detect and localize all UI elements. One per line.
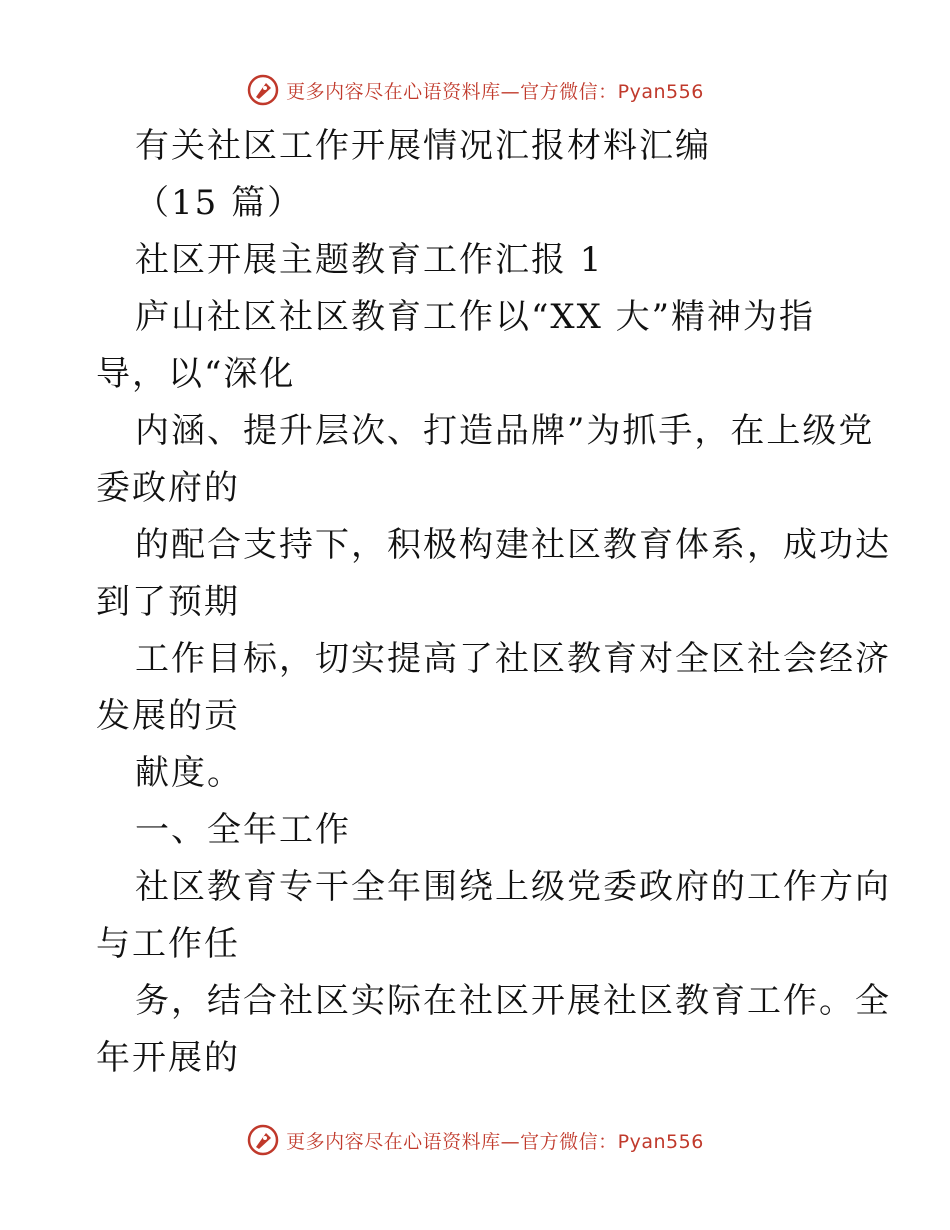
document-line: 一、全年工作 (135, 810, 351, 850)
header-banner-main: 更多内容尽在心语资料库 (286, 80, 501, 103)
document-line: 委政府的 (96, 468, 240, 508)
pen-nib-logo-icon (246, 73, 280, 107)
footer-banner-dash: — (500, 1130, 521, 1153)
document-line: 的配合支持下，积极构建社区教育体系，成功达 (135, 525, 891, 565)
footer-banner-wechat: 官方微信：Pyan556 (520, 1130, 704, 1153)
document-line: 献度。 (135, 753, 243, 793)
document-line: （15 篇） (135, 183, 304, 223)
header-banner (0, 70, 950, 110)
document-line: 与工作任 (96, 924, 240, 964)
header-banner-text (286, 77, 704, 104)
header-banner-wechat: 官方微信：Pyan556 (520, 80, 704, 103)
document-line: 社区开展主题教育工作汇报 1 (135, 240, 604, 280)
document-line: 有关社区工作开展情况汇报材料汇编 (135, 126, 711, 166)
document-line: 庐山社区社区教育工作以“XX 大”精神为指 (135, 297, 815, 337)
pen-nib-logo-icon (246, 1123, 280, 1157)
document-line: 内涵、提升层次、打造品牌”为抓手，在上级党 (135, 411, 875, 451)
document-line: 社区教育专干全年围绕上级党委政府的工作方向 (135, 867, 891, 907)
document-line: 导，以“深化 (96, 354, 296, 394)
footer-banner-main: 更多内容尽在心语资料库 (286, 1130, 501, 1153)
document-line: 年开展的 (96, 1038, 240, 1078)
document-line: 发展的贡 (96, 696, 240, 736)
document-line: 到了预期 (96, 582, 240, 622)
header-banner-dash: — (500, 80, 521, 103)
document-line: 工作目标，切实提高了社区教育对全区社会经济 (135, 639, 891, 679)
document-line: 务，结合社区实际在社区开展社区教育工作。全 (135, 981, 891, 1021)
footer-banner (0, 1120, 950, 1160)
document-body (0, 118, 950, 1087)
footer-banner-text (286, 1127, 704, 1154)
